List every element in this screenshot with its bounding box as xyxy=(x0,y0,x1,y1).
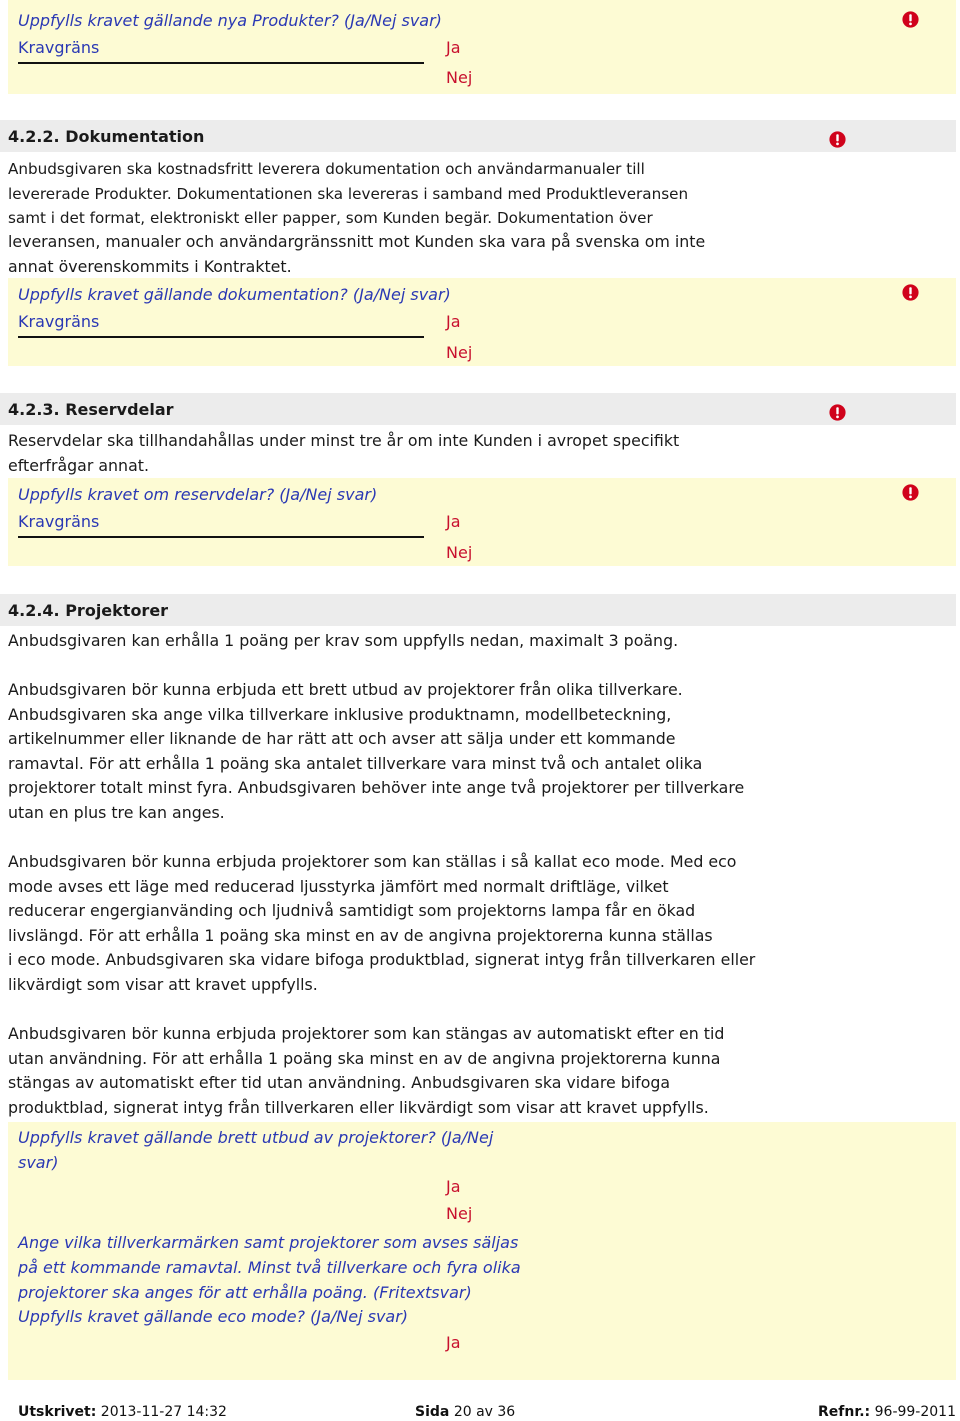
question-utbud xyxy=(18,1125,493,1175)
answer-ja[interactable]: Ja xyxy=(446,312,461,331)
paragraph-projektorer-eco xyxy=(8,850,755,998)
question-produkter: Uppfylls kravet gällande nya Produkter? (Ja/Nej svar) xyxy=(18,11,442,30)
answer-nej[interactable]: Nej xyxy=(446,343,473,362)
footer-printed-label: Utskrivet: xyxy=(18,1404,97,1420)
paragraph-dokumentation-a xyxy=(8,157,688,231)
question-dokumentation: Uppfylls kravet gällande dokumentation? (Ja/Nej svar) xyxy=(18,285,451,304)
points-line: Anbudsgivaren kan erhålla 1 poäng per krav som uppfylls nedan, maximalt 3 poäng. xyxy=(8,631,679,650)
text-line: ramavtal. För att erhålla 1 poäng ska antalet tillverkare vara minst två och antalet olika xyxy=(8,753,703,773)
kravgrans-underline xyxy=(18,336,424,338)
text-line: Anbudsgivaren bör kunna erbjuda projektorer som kan stängas av automatiskt efter en tid xyxy=(8,1024,725,1043)
text-line: Anbudsgivaren ska ange vilka tillverkare inklusive produktnamn, modellbeteckning, xyxy=(8,704,672,724)
warning-icon xyxy=(902,11,919,28)
answer-ja[interactable]: Ja xyxy=(446,38,461,57)
warning-icon xyxy=(829,404,846,421)
warning-icon xyxy=(829,131,846,148)
text-line: Anbudsgivaren bör kunna erbjuda ett brett utbud av projektorer från olika tillverkare. xyxy=(8,680,683,699)
text-line: mode avses ett läge med reducerad ljusstyrka jämfört med normalt driftläge, vilket xyxy=(8,876,669,896)
answer-ja[interactable]: Ja xyxy=(446,1177,461,1196)
fritext-prompt xyxy=(18,1230,521,1305)
answer-ja[interactable]: Ja xyxy=(446,1333,461,1352)
text-line: reducerar engergianvänding och ljudnivå samtidigt som projektorns lampa får en ökad xyxy=(8,901,696,921)
text-line: utan användning. För att erhålla 1 poäng ska minst en av de angivna projektorerna kunna xyxy=(8,1048,721,1068)
footer-page xyxy=(415,1404,515,1420)
text-line: Anbudsgivaren ska kostnadsfritt leverera dokumentation och användarmanualer till xyxy=(8,160,645,178)
section-heading-projektorer: 4.2.4. Projektorer xyxy=(8,601,169,620)
warning-icon xyxy=(902,284,919,301)
question-line: Uppfylls kravet gällande brett utbud av projektorer? (Ja/Nej xyxy=(18,1128,494,1147)
text-line: likvärdigt som visar att kravet uppfylls. xyxy=(8,974,318,994)
question-eco-mode: Uppfylls kravet gällande eco mode? (Ja/Nej svar) xyxy=(18,1307,409,1326)
text-line: efterfrågar annat. xyxy=(8,455,149,475)
warning-icon xyxy=(902,484,919,501)
footer-page-label: Sida xyxy=(415,1404,450,1420)
text-line: leveransen, manualer och användargränssnitt mot Kunden ska vara på svenska om inte xyxy=(8,232,706,251)
answer-nej[interactable]: Nej xyxy=(446,1204,473,1223)
text-line: Reservdelar ska tillhandahållas under minst tre år om inte Kunden i avropet specifikt xyxy=(8,431,680,450)
paragraph-dokumentation-b xyxy=(8,230,705,279)
text-line: levererade Produkter. Dokumentationen ska levereras i samband med Produktleveransen xyxy=(8,184,689,203)
paragraph-projektorer-auto-off xyxy=(8,1022,724,1120)
section-heading-reservdelar: 4.2.3. Reservdelar xyxy=(8,400,174,419)
question-line: projektorer ska anges för att erhålla poäng. (Fritextsvar) xyxy=(18,1283,472,1302)
footer-page-value: 20 av 36 xyxy=(453,1404,516,1420)
footer-ref xyxy=(818,1404,956,1420)
question-line: på ett kommande ramavtal. Minst två tillverkare och fyra olika xyxy=(18,1258,521,1277)
text-line: utan en plus tre kan anges. xyxy=(8,802,225,822)
answer-ja[interactable]: Ja xyxy=(446,512,461,531)
text-line: i eco mode. Anbudsgivaren ska vidare bifoga produktblad, signerat intyg från tillverkaren eller xyxy=(8,950,756,970)
text-line: produktblad, signerat intyg från tillverkaren eller likvärdigt som visar att kravet uppfylls. xyxy=(8,1097,709,1117)
text-line: stängas av automatiskt efter tid utan användning. Anbudsgivaren ska vidare bifoga xyxy=(8,1073,671,1093)
question-line: Ange vilka tillverkarmärken samt projektorer som avses säljas xyxy=(18,1233,519,1252)
text-line: Anbudsgivaren bör kunna erbjuda projektorer som kan ställas i så kallat eco mode. Med eco xyxy=(8,852,737,871)
section-heading-dokumentation: 4.2.2. Dokumentation xyxy=(8,127,205,146)
paragraph-projektorer-utbud xyxy=(8,678,744,826)
kravgrans-label: Kravgräns xyxy=(18,38,100,57)
paragraph-reservdelar xyxy=(8,429,679,478)
kravgrans-label: Kravgräns xyxy=(18,512,100,531)
text-line: samt i det format, elektroniskt eller papper, som Kunden begär. Dokumentation över xyxy=(8,209,653,228)
text-line: annat överenskommits i Kontraktet. xyxy=(8,256,292,276)
question-line: svar) xyxy=(18,1153,59,1172)
kravgrans-label: Kravgräns xyxy=(18,312,100,331)
answer-nej[interactable]: Nej xyxy=(446,68,473,87)
answer-nej[interactable]: Nej xyxy=(446,543,473,562)
kravgrans-underline xyxy=(18,62,424,64)
footer-printed-value: 2013-11-27 14:32 xyxy=(100,1404,227,1420)
text-line: projektorer totalt minst fyra. Anbudsgivaren behöver inte ange två projektorer per tillverkare xyxy=(8,778,745,798)
text-line: livslängd. För att erhålla 1 poäng ska minst en av de angivna projektorerna kunna ställas xyxy=(8,925,713,945)
footer-printed xyxy=(18,1404,227,1420)
footer-ref-label: Refnr.: xyxy=(818,1404,871,1420)
footer-ref-value: 96-99-2011 xyxy=(874,1404,956,1420)
question-reservdelar: Uppfylls kravet om reservdelar? (Ja/Nej svar) xyxy=(18,485,378,504)
text-line: artikelnummer eller liknande de har rätt att och avser att sälja under ett kommande xyxy=(8,729,676,749)
kravgrans-underline xyxy=(18,536,424,538)
